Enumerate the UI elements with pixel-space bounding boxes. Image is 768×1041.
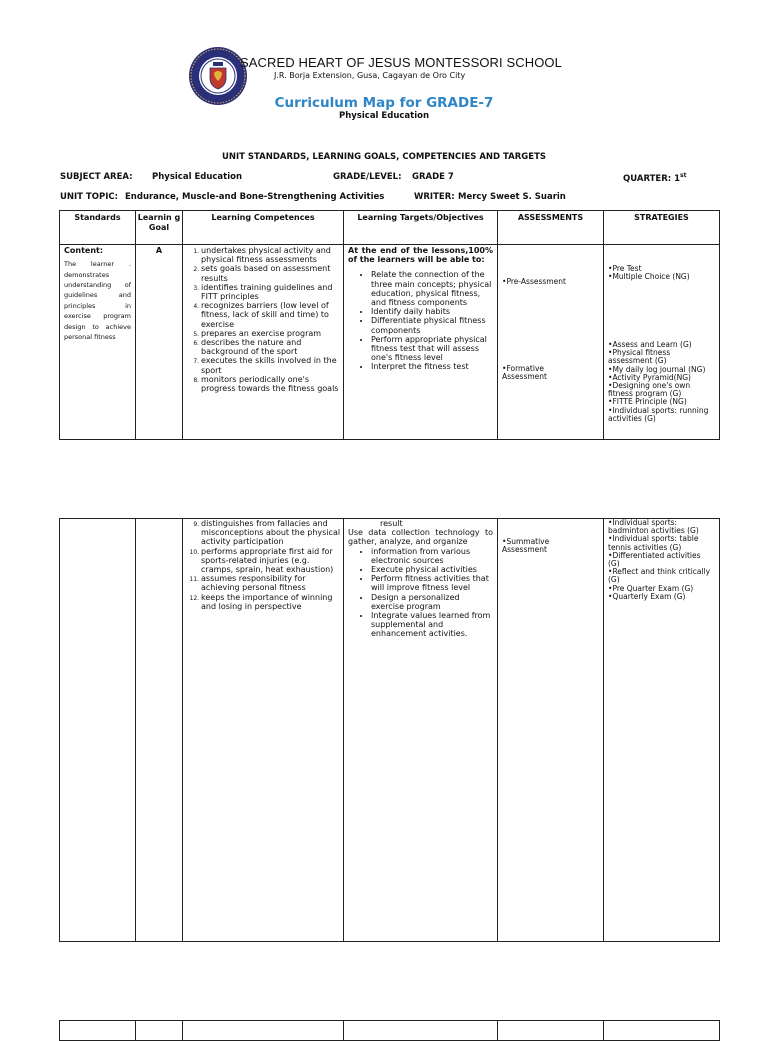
- strategy-item: • Designing one's own fitness program (G): [608, 382, 712, 398]
- target-item: • information from various electronic sources: [371, 547, 493, 565]
- subject-area-label: SUBJECT AREA:: [60, 172, 133, 182]
- competence-item: 6. describes the nature and background of the sport: [201, 338, 341, 356]
- strategy-item: • Individual sports: table tennis activities (G): [608, 535, 712, 551]
- curriculum-table-page1: [59, 210, 720, 440]
- competence-item: 9. distinguishes from fallacies and misconceptions about the physical activity participation: [201, 519, 341, 547]
- subject-area-value: Physical Education: [152, 172, 243, 182]
- learning-goal-cell-continued: [136, 519, 183, 942]
- strategy-item: • Pre Quarter Exam (G): [608, 585, 712, 593]
- strategies-cell: [604, 245, 720, 440]
- target-item: • Relate the connection of the three main concepts; physical education, physical fitness, and fitness components: [371, 270, 493, 307]
- target-item: • Integrate values learned from supplemental and enhancement activities.: [371, 611, 493, 639]
- competence-item: 4. recognizes barriers (low level of fitness, lack of skill and time) to exercise: [201, 301, 341, 329]
- unit-topic-label: UNIT TOPIC:: [60, 192, 118, 202]
- target-item: • Execute physical activities: [371, 565, 493, 574]
- target-item: • Differentiate physical fitness components: [371, 316, 493, 334]
- target-item: • Interpret the fitness test: [371, 362, 493, 371]
- targets-cell-continued: [344, 519, 498, 942]
- competences-cell: [183, 245, 344, 440]
- assessments-cell-continued: [498, 519, 604, 942]
- standards-cell-continued: [60, 519, 136, 942]
- competence-item: 12. keeps the importance of winning and losing in perspective: [201, 593, 341, 611]
- grade-level-label: GRADE/LEVEL:: [333, 172, 402, 182]
- target-item: • Design a personalized exercise program: [371, 593, 493, 611]
- content-body: The learner . demonstrates understanding of guidelines and principles in exercise program design to achieve personal fitness: [64, 260, 131, 342]
- targets-intro: At the end of the lessons,100% of the learners will be able to:: [348, 246, 493, 265]
- assessment-formative: • Formative Assessment: [502, 365, 572, 381]
- targets-continued-text: result: [380, 519, 403, 528]
- target-item: • Identify daily habits: [371, 307, 493, 316]
- targets-cell: [344, 245, 498, 440]
- writer-label: WRITER:: [414, 192, 455, 202]
- unit-topic-value: Endurance, Muscle-and Bone-Strengthening Activities: [125, 192, 385, 202]
- competences-cell-continued: [183, 519, 344, 942]
- competence-item: 11. assumes responsibility for achieving personal fitness: [201, 574, 341, 592]
- school-address: J.R. Borja Extension, Gusa, Cagayan de Oro City: [274, 71, 466, 80]
- strategy-item: • Pre Test: [608, 265, 690, 273]
- content-title: Content:: [64, 246, 104, 255]
- strategy-item: • My daily log journal (NG): [608, 366, 712, 374]
- col-header-strategies: STRATEGIES: [604, 211, 720, 245]
- competence-item: 3. identifies training guidelines and FITT principles: [201, 283, 341, 301]
- strategy-item: • Differentiated activities (G): [608, 552, 712, 568]
- quarter-label: QUARTER: 1st: [623, 172, 687, 184]
- competence-item: 7. executes the skills involved in the sport: [201, 356, 341, 374]
- col-header-standards: Standards: [60, 211, 136, 245]
- col-header-assessments: ASSESSMENTS: [498, 211, 604, 245]
- subject-heading: Physical Education: [338, 111, 430, 121]
- target-item: • Perform appropriate physical fitness test that will assess one's fitness level: [371, 335, 493, 363]
- assessments-cell: [498, 245, 604, 440]
- strategy-item: • FITTE Principle (NG): [608, 398, 712, 406]
- curriculum-map-title: Curriculum Map for GRADE-7: [274, 95, 494, 111]
- strategy-item: • Individual sports: badminton activities (G): [608, 519, 712, 535]
- assessment-summative: • Summative Assessment: [502, 538, 572, 554]
- strategy-item: • Assess and Learn (G): [608, 341, 712, 349]
- writer-value: Mercy Sweet S. Suarin: [458, 192, 566, 202]
- strategy-item: • Physical fitness assessment (G): [608, 349, 712, 365]
- col-header-competences: Learning Competences: [183, 211, 344, 245]
- col-header-learning-goal: Learnin g Goal: [136, 211, 183, 245]
- school-name: SACRED HEART OF JESUS MONTESSORI SCHOOL: [240, 55, 562, 70]
- competence-item: 2. sets goals based on assessment results: [201, 264, 341, 282]
- standards-cell: [60, 245, 136, 440]
- competence-item: 8. monitors periodically one's progress towards the fitness goals: [201, 375, 341, 393]
- strategy-item: • Activity Pyramid(NG): [608, 374, 712, 382]
- targets-intro-continued: Use data collection technology to gather, analyze, and organize: [348, 528, 493, 547]
- strategy-item: • Multiple Choice (NG): [608, 273, 690, 281]
- learning-goal-cell: A: [136, 245, 183, 440]
- competence-item: 1. undertakes physical activity and physical fitness assessments: [201, 246, 341, 264]
- strategy-item: • Reflect and think critically (G): [608, 568, 712, 584]
- target-item: • Perform fitness activities that will improve fitness level: [371, 574, 493, 592]
- grade-level-value: GRADE 7: [412, 172, 454, 182]
- strategy-item: • Individual sports: running activities (G): [608, 407, 712, 423]
- competence-item: 5. prepares an exercise program: [201, 329, 341, 338]
- col-header-targets: Learning Targets/Objectives: [344, 211, 498, 245]
- curriculum-table-page2: [59, 518, 720, 942]
- strategy-item: • Quarterly Exam (G): [608, 593, 712, 601]
- assessment-pre: • Pre-Assessment: [502, 278, 566, 286]
- section-title: UNIT STANDARDS, LEARNING GOALS, COMPETENCIES AND TARGETS: [221, 152, 547, 162]
- curriculum-table-page3: [59, 1020, 720, 1041]
- strategies-cell-continued: [604, 519, 720, 942]
- competence-item: 10. performs appropriate first aid for sports-related injuries (e.g. cramps, sprain, heat exhaustion): [201, 547, 341, 575]
- quarter-superscript: st: [680, 172, 687, 179]
